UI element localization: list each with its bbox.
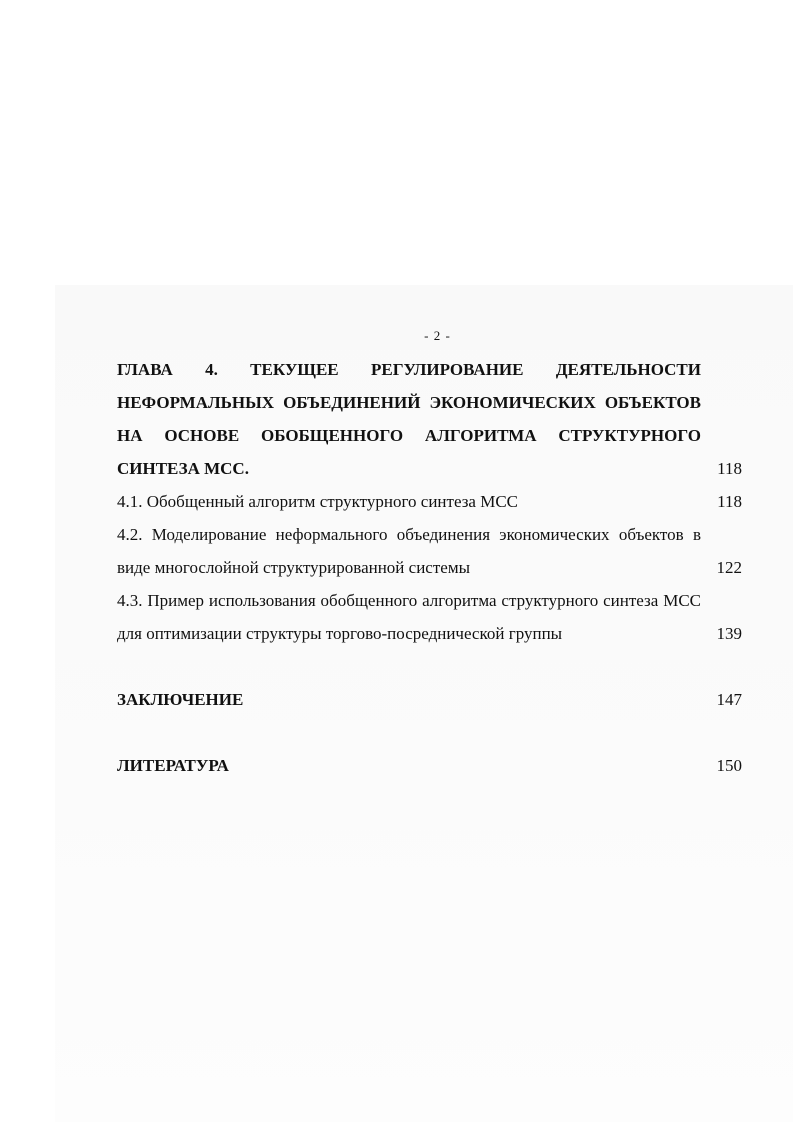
toc-entry-section-4-3: [117, 584, 742, 650]
chapter-4-title: ГЛАВА 4. ТЕКУЩЕЕ РЕГУЛИРОВАНИЕ ДЕЯТЕЛЬНОСТИ НЕФОРМАЛЬНЫХ ОБЪЕДИНЕНИЙ ЭКОНОМИЧЕСКИХ ОБЪЕКТОВ НА ОСНОВЕ ОБОБЩЕННОГО АЛГОРИТМА СТРУКТУРНОГО СИНТЕЗА МСС.: [117, 360, 701, 478]
table-of-contents: [117, 353, 742, 782]
literature-title: ЛИТЕРАТУРА: [117, 756, 229, 775]
section-4-2-title: 4.2. Моделирование неформального объединения экономических объектов в виде многослойной структурированной системы: [117, 525, 701, 577]
toc-entry-literature: [117, 749, 742, 782]
section-4-3-page: 139: [716, 624, 742, 643]
conclusion-page: 147: [716, 690, 742, 709]
section-4-2-page: 122: [716, 558, 742, 577]
page-number: - 2 -: [424, 328, 451, 343]
section-4-3-title: 4.3. Пример использования обобщенного алгоритма структурного синтеза МСС для оптимизации структуры торгово-посреднической группы: [117, 591, 701, 643]
toc-entry-section-4-2: [117, 518, 742, 584]
toc-entry-chapter-4: [117, 353, 742, 485]
toc-entry-conclusion: [117, 683, 742, 716]
chapter-4-page: 118: [717, 459, 742, 478]
toc-entry-section-4-1: [117, 485, 742, 518]
conclusion-title: ЗАКЛЮЧЕНИЕ: [117, 690, 244, 709]
spacer: [117, 716, 742, 749]
literature-page: 150: [716, 756, 742, 775]
section-4-1-page: 118: [717, 492, 742, 511]
section-4-1-title: 4.1. Обобщенный алгоритм структурного синтеза МСС: [117, 492, 519, 511]
spacer: [117, 650, 742, 683]
